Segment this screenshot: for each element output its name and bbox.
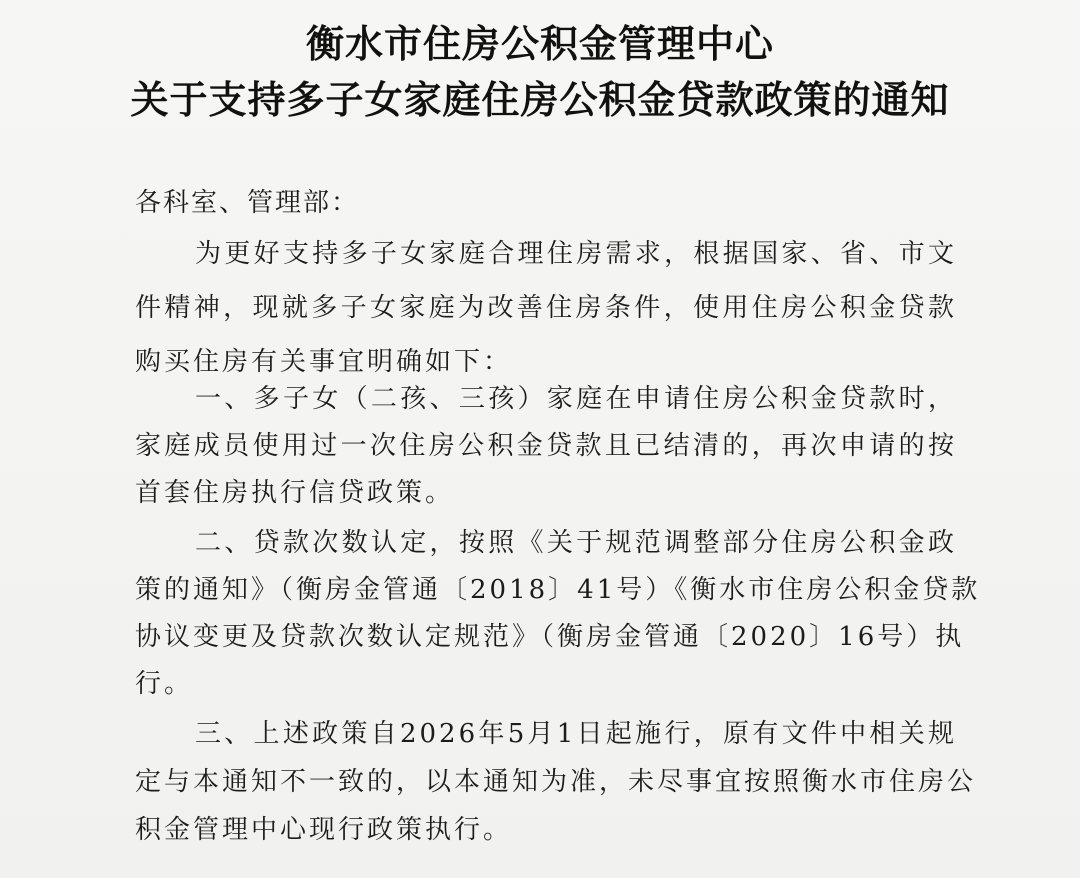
paragraph-intro (135, 232, 957, 394)
paragraph-line: 为更好支持多子女家庭合理住房需求，根据国家、省、市文 (195, 239, 957, 269)
paragraph-line: 协议变更及贷款次数认定规范》（衡房金管通〔2020〕16号）执 (135, 622, 965, 652)
paragraph-line: 行。 (135, 669, 194, 699)
document-title-line-1: 衡水市住房公积金管理中心 (305, 22, 774, 66)
paragraph-line: 首套住房执行信贷政策。 (135, 478, 455, 508)
paragraph-line: 二、贷款次数认定，按照《关于规范调整部分住房公积金政 (195, 528, 957, 558)
paragraph-line: 定与本通知不一致的，以本通知为准，未尽事宜按照衡水市住房公 (135, 767, 977, 797)
paragraph-item-1 (135, 377, 957, 518)
paragraph-line: 家庭成员使用过一次住房公积金贷款且已结清的，再次申请的按 (135, 431, 957, 461)
salutation: 各科室、管理部： (135, 188, 360, 218)
paragraph-line: 件精神，现就多子女家庭为改善住房条件，使用住房公积金贷款 (135, 293, 957, 323)
paragraph-item-2 (135, 521, 981, 709)
paragraph-line: 三、上述政策自2026年5月1日起施行，原有文件中相关规 (195, 719, 957, 749)
paragraph-line: 购买住房有关事宜明确如下： (135, 347, 513, 377)
paragraph-line: 策的通知》（衡房金管通〔2018〕41号）《衡水市住房公积金贷款 (135, 575, 981, 605)
document-title-line-2: 关于支持多子女家庭住房公积金贷款政策的通知 (130, 78, 950, 122)
paragraph-item-3 (135, 712, 977, 856)
paragraph-line: 积金管理中心现行政策执行。 (135, 815, 513, 845)
paragraph-line: 一、多子女（二孩、三孩）家庭在申请住房公积金贷款时， (195, 384, 957, 414)
